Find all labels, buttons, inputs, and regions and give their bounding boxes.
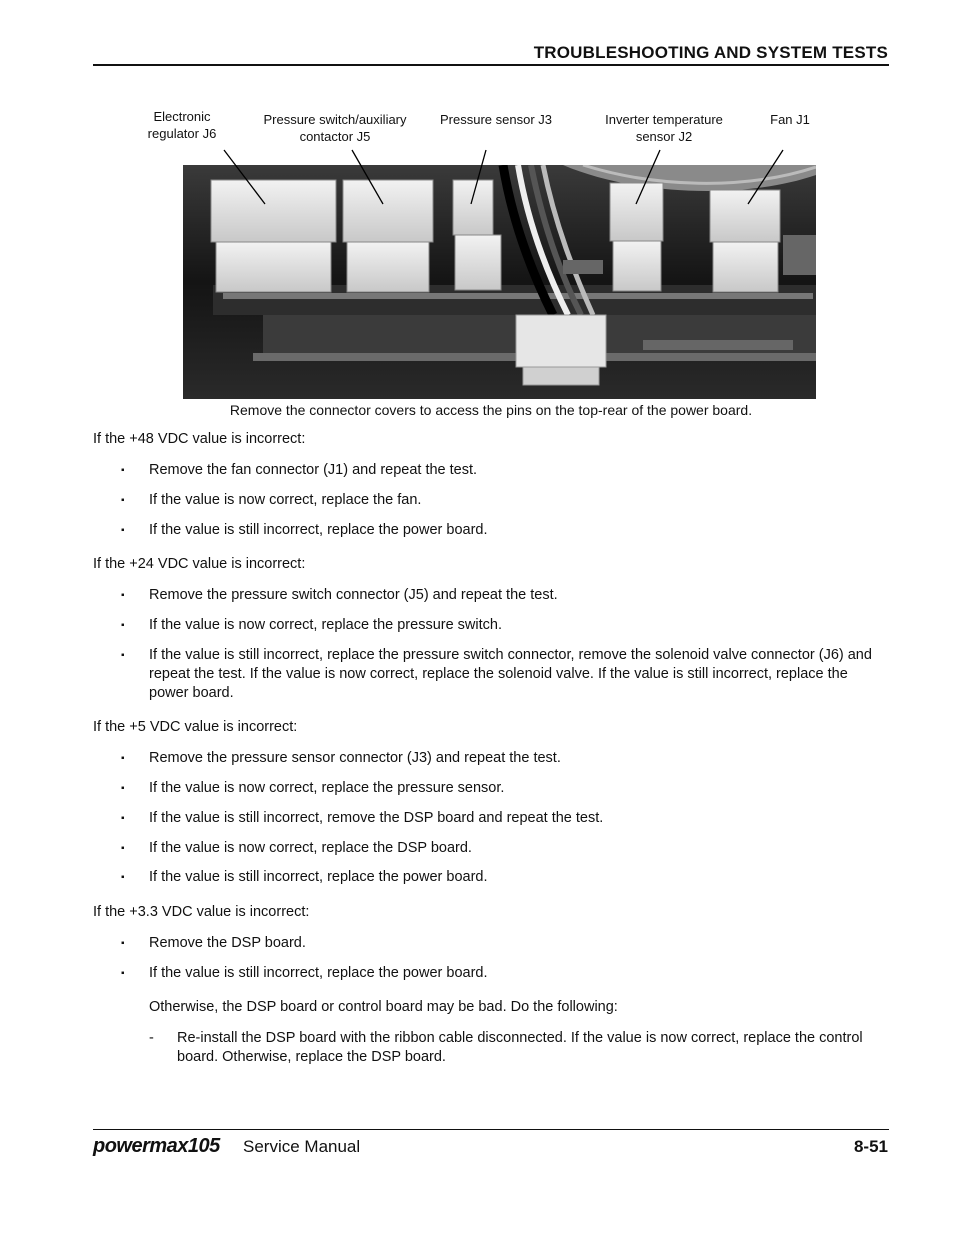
footer-rule — [93, 1129, 889, 1130]
label-fan-j1: Fan J1 — [770, 112, 810, 127]
bullet-mark: ▪ — [121, 753, 125, 764]
bullet-mark: ▪ — [121, 465, 125, 476]
list-item: - Re-install the DSP board with the ribbon cable disconnected. If the value is now correct, replace the control board. Otherwise, replace the DSP board. — [149, 1030, 863, 1065]
bullet-mark: ▪ — [121, 620, 125, 631]
list-item: ▪ Remove the fan connector (J1) and repeat the test. — [121, 462, 478, 478]
bullet-mark: ▪ — [121, 872, 125, 883]
list-item: ▪ If the value is still incorrect, replace the pressure switch connector, remove the solenoid valve connector (J6) and repeat the test. If the value is now correct, replace the solenoid valve. If the value is still incorrect, replace the power board. — [121, 647, 872, 701]
list-item: ▪ Remove the DSP board. — [121, 935, 306, 951]
list-item: ▪ If the value is still incorrect, replace the power board. — [121, 965, 488, 981]
bullet-mark: ▪ — [121, 813, 125, 824]
label-pressure-sensor-j3: Pressure sensor J3 — [440, 112, 552, 127]
bullet-mark: ▪ — [121, 525, 125, 536]
page-header-title: TROUBLESHOOTING AND SYSTEM TESTS — [533, 43, 888, 62]
intro-5vdc: If the +5 VDC value is incorrect: — [93, 719, 298, 735]
list-item: ▪ If the value is still incorrect, remove the DSP board and repeat the test. — [121, 810, 604, 826]
followup-text: Otherwise, the DSP board or control board may be bad. Do the following: — [149, 999, 618, 1015]
intro-48vdc: If the +48 VDC value is incorrect: — [93, 431, 306, 447]
label-pressure-switch-j5: Pressure switch/auxiliary contactor J5 — [263, 112, 407, 144]
label-electronic-regulator-j6: Electronic regulator J6 — [147, 109, 217, 141]
list-item: ▪ Remove the pressure sensor connector (J3) and repeat the test. — [121, 750, 561, 766]
footer-brand-logo: powermax105 — [93, 1135, 220, 1157]
list-item: ▪ If the value is still incorrect, replace the power board. — [121, 869, 488, 885]
bullet-mark: ▪ — [121, 783, 125, 794]
footer-manual-title: Service Manual — [243, 1137, 361, 1156]
intro-3-3vdc: If the +3.3 VDC value is incorrect: — [93, 904, 310, 920]
callout-lines — [0, 0, 954, 300]
bullet-mark: ▪ — [121, 495, 125, 506]
dash-mark: - — [149, 1030, 154, 1046]
bullet-mark: ▪ — [121, 968, 125, 979]
list-item: ▪ If the value is now correct, replace the pressure sensor. — [121, 780, 505, 796]
list-item: ▪ Remove the pressure switch connector (J5) and repeat the test. — [121, 587, 558, 603]
list-item: ▪ If the value is now correct, replace the DSP board. — [121, 840, 472, 856]
list-item: ▪ If the value is still incorrect, replace the power board. — [121, 522, 488, 538]
bullet-mark: ▪ — [121, 843, 125, 854]
label-inverter-temperature-j2: Inverter temperature sensor J2 — [605, 112, 723, 144]
bullet-mark: ▪ — [121, 590, 125, 601]
list-item: ▪ If the value is now correct, replace the fan. — [121, 492, 422, 508]
page-number: 8-51 — [853, 1137, 888, 1156]
bullet-mark: ▪ — [121, 938, 125, 949]
intro-24vdc: If the +24 VDC value is incorrect: — [93, 556, 306, 572]
figure-caption: Remove the connector covers to access the pins on the top-rear of the power board. — [229, 402, 753, 418]
bullet-mark: ▪ — [121, 650, 125, 661]
list-item: ▪ If the value is now correct, replace the pressure switch. — [121, 617, 502, 633]
